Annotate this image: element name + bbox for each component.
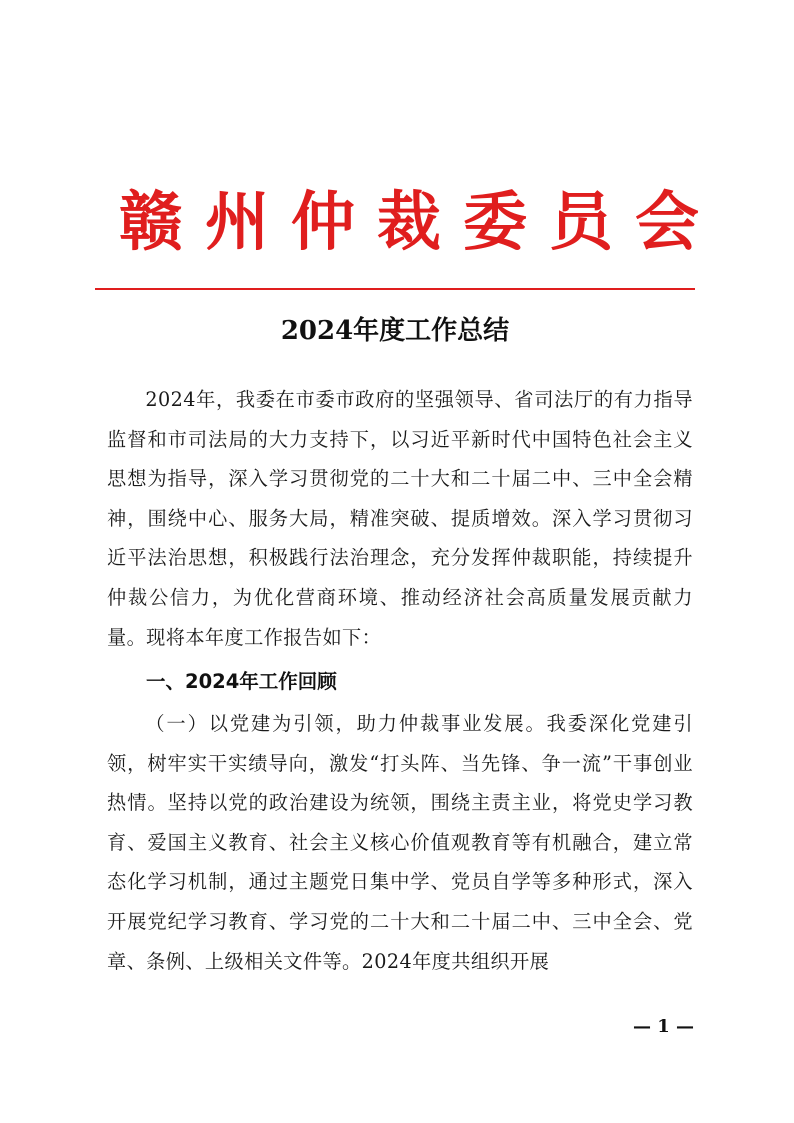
section-paragraph xyxy=(107,704,693,981)
section-heading: 一、2024年工作回顾 xyxy=(146,670,337,693)
intro-paragraph: 2024年，我委在市委市政府的坚强领导、省司法厅的有力指导监督和市司法局的大力支持下，以习近平新时代中国特色社会主义思想为指导，深入学习贯彻党的二十大和二十届二中、三中全会精神，围绕中心、服务大局，精准突破、提质增效。深入学习贯彻习近平法治思想，积极践行法治理念，充分发挥仲裁职能，持续提升仲裁公信力，为优化营商环境、推动经济社会高质量发展贡献力量。现将本年度工作报告如下： xyxy=(107,388,693,649)
page-number: — 1 — xyxy=(632,1016,694,1037)
masthead-org-name: 赣州仲裁委员会 xyxy=(119,185,721,260)
masthead-red-rule xyxy=(95,288,695,290)
paragraph-lead: （一）以党建为引领，助力仲裁事业发展。 xyxy=(145,712,547,735)
document-title: 2024年度工作总结 xyxy=(280,316,510,346)
paragraph-body: 我委深化党建引领，树牢实干实绩导向，激发“打头阵、当先锋、争一流”干事创业热情。坚持以党的政治建设为统领，围绕主责主业，将党史学习教育、爱国主义教育、社会主义核心价值观教育等有机融合，建立常态化学习机制，通过主题党日集中学、党员自学等多种形式，深入开展党纪学习教育、学习党的二十大和二十届二中、三中全会、党章、条例、上级相关文件等。2024年度共组织开展 xyxy=(107,712,693,973)
